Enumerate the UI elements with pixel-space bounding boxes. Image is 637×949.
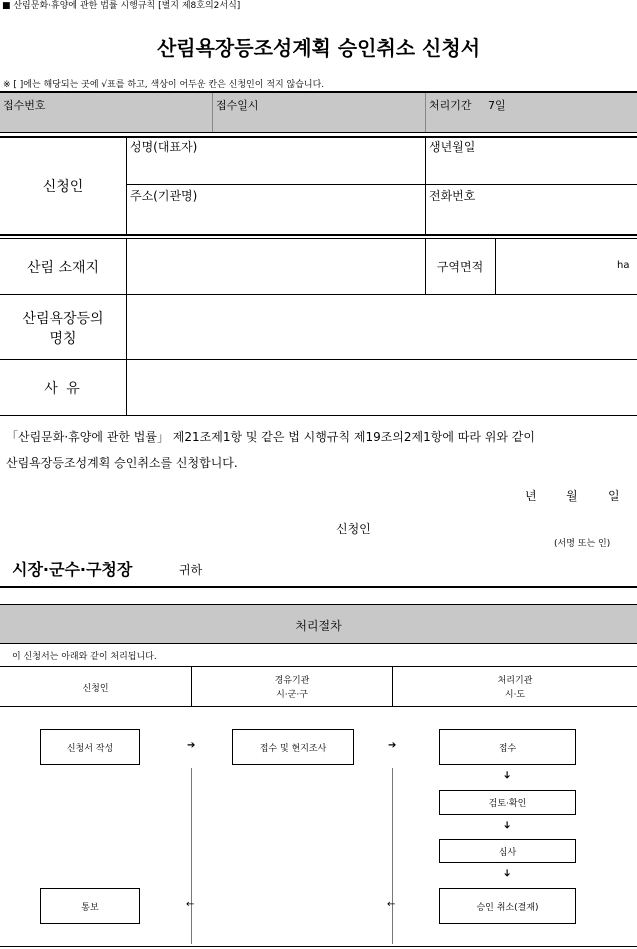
divider: [0, 666, 637, 667]
signer-label: 신청인: [336, 522, 371, 536]
step-approval-cancel-decision: 승인 취소(결재): [439, 888, 576, 924]
step-review-confirm: 검토·확인: [439, 790, 576, 815]
divider: [212, 93, 213, 132]
divider: [0, 946, 637, 947]
step-receive-and-survey: 접수 및 현지조사: [232, 729, 354, 765]
step-write-application: 신청서 작성: [40, 729, 140, 765]
date-year-label: 년: [525, 489, 537, 503]
col-via-agency-header-line1: 경유기관: [274, 676, 310, 686]
arrow-left-icon: ←: [387, 899, 396, 910]
statement-line-2: 산림욕장등조성계획 승인취소를 신청합니다.: [6, 456, 238, 470]
divider: [495, 239, 496, 294]
divider: [0, 415, 637, 416]
recipient-honorific: 귀하: [179, 563, 203, 577]
recipient: 시장·군수·구청장: [12, 560, 133, 579]
divider: [425, 93, 426, 132]
arrow-down-icon: ➔: [501, 770, 513, 780]
processing-period-label: 처리기간: [429, 99, 472, 112]
arrow-left-icon: ←: [186, 899, 195, 910]
applicant-birth-label: 생년월일: [429, 140, 476, 154]
divider: [0, 234, 637, 236]
receipt-number-label: 접수번호: [3, 99, 46, 112]
divider: [0, 643, 637, 644]
step-receive: 접수: [439, 729, 576, 765]
date-month-label: 월: [566, 489, 578, 503]
col-via-agency-header-line2: 시·군·구: [276, 690, 308, 700]
divider: [0, 91, 637, 93]
arrow-down-icon: ➔: [501, 868, 513, 878]
instruction-note: ※ [ ]에는 해당되는 곳에 √표를 하고, 색상이 어두운 칸은 신청인이 적지 않습니다.: [3, 80, 325, 90]
divider: [127, 184, 637, 185]
statement-line-1: 「산림문화·휴양에 관한 법률」 제21조제1항 및 같은 법 시행규칙 제19조의2제1항에 따라 위와 같이: [6, 430, 535, 444]
facility-name-label-line2: 명칭: [49, 331, 77, 347]
applicant-section-label: 신청인: [42, 179, 84, 195]
divider: [126, 138, 127, 234]
form-reference: ■ 산림문화·휴양에 관한 법률 시행규칙 [별지 제8호의2서식]: [2, 1, 241, 11]
receipt-date-label: 접수일시: [216, 99, 259, 112]
step-examination: 심사: [439, 839, 576, 863]
step-notify: 통보: [40, 888, 140, 924]
page-title: 산림욕장등조성계획 승인취소 신청서: [156, 36, 481, 60]
divider: [0, 136, 637, 138]
area-label: 구역면적: [436, 260, 484, 274]
col-processing-agency-header-line1: 처리기관: [497, 676, 533, 686]
area-unit: ha: [617, 260, 630, 271]
divider: [0, 706, 637, 707]
divider: [0, 586, 637, 588]
applicant-phone-label: 전화번호: [429, 189, 476, 203]
signature-note: (서명 또는 인): [554, 539, 611, 549]
procedure-intro: 이 신청서는 아래와 같이 처리됩니다.: [12, 652, 157, 662]
arrow-right-icon: ➔: [388, 740, 397, 751]
date-day-label: 일: [608, 489, 620, 503]
receipt-row-shading: [0, 91, 637, 132]
divider: [0, 238, 637, 239]
divider: [0, 294, 637, 295]
col-processing-agency-header-line2: 시·도: [504, 690, 526, 700]
applicant-address-label: 주소(기관명): [130, 189, 198, 203]
forest-location-label: 산림 소재지: [26, 260, 100, 276]
divider: [191, 768, 192, 944]
divider: [126, 239, 127, 415]
arrow-down-icon: ➔: [501, 820, 513, 830]
facility-name-label-line1: 산림욕장등의: [22, 311, 104, 327]
divider: [425, 138, 426, 234]
divider: [0, 132, 637, 133]
col-applicant-header: 신청인: [82, 684, 109, 694]
divider: [392, 768, 393, 944]
divider: [0, 359, 637, 360]
reason-label: 사 유: [44, 381, 82, 397]
processing-period-value: 7일: [488, 99, 506, 112]
procedure-title: 처리절차: [295, 619, 342, 633]
applicant-name-label: 성명(대표자): [130, 140, 198, 154]
arrow-right-icon: ➔: [187, 740, 196, 751]
